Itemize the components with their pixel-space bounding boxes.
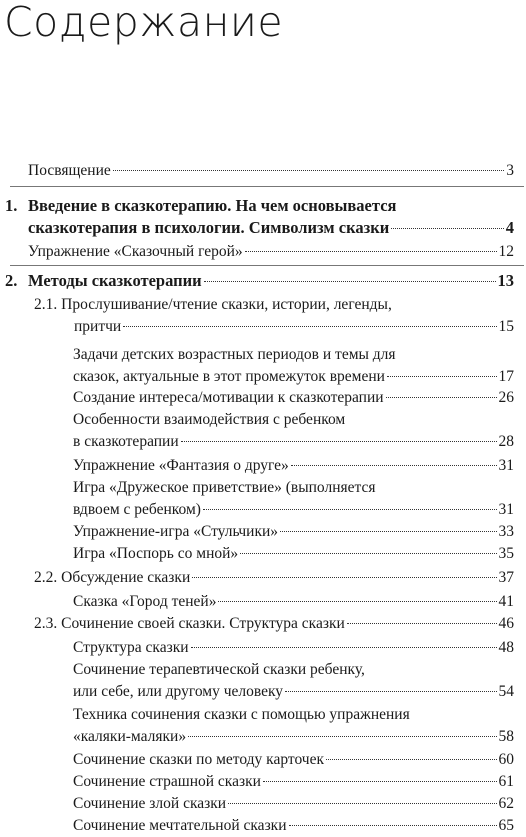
dot-leader	[291, 465, 497, 466]
dot-leader	[181, 441, 497, 442]
toc-entry-text: или себе, или другому человеку	[73, 683, 284, 700]
dot-leader	[240, 553, 496, 554]
toc-entry-text: Методы сказкотерапии	[28, 271, 202, 290]
toc-entry[interactable]	[34, 613, 514, 635]
toc-page-number: 12	[498, 243, 514, 260]
dot-leader	[123, 326, 496, 327]
dot-leader	[326, 759, 496, 760]
toc-entry[interactable]	[73, 704, 514, 748]
toc-entry-text: Сказка «Город теней»	[73, 593, 217, 610]
dot-leader	[203, 509, 497, 510]
toc-page-number: 17	[498, 368, 514, 385]
toc-entry-text: Посвящение	[28, 162, 111, 179]
toc-entry[interactable]	[73, 815, 514, 837]
toc-entry-text: Задачи детских возрастных периодов и темы для	[73, 346, 396, 363]
dot-leader	[285, 691, 496, 692]
toc-entry-text: Особенности взаимодействия с ребенком	[73, 411, 346, 428]
toc-page-number: 3	[506, 162, 514, 179]
toc-entry[interactable]	[73, 344, 514, 388]
toc-entry-text: Сочинение злой сказки	[73, 795, 227, 812]
dot-leader	[188, 736, 496, 737]
toc-entry[interactable]	[28, 160, 514, 182]
toc-page-number: 33	[498, 523, 514, 540]
toc-entry-text: Игра «Дружеское приветствие» (выполняется	[73, 479, 376, 496]
dot-leader	[387, 376, 497, 377]
toc-entry[interactable]	[73, 793, 514, 815]
dot-leader	[386, 397, 497, 398]
toc-entry[interactable]	[73, 521, 514, 543]
toc-entry-text: Создание интереса/мотивации к сказкотерапии	[73, 389, 384, 406]
toc-page-number: 28	[498, 433, 514, 450]
toc-page-number: 31	[498, 501, 514, 518]
dot-leader	[263, 781, 497, 782]
toc-entry[interactable]	[28, 195, 514, 239]
toc-page-number: 61	[498, 773, 514, 790]
toc-entry[interactable]	[34, 567, 514, 589]
toc-entry[interactable]	[73, 455, 514, 477]
toc-entry-text: сказкотерапия в психологии. Символизм сказки	[28, 218, 390, 237]
toc-entry[interactable]	[73, 387, 514, 409]
dot-leader	[289, 825, 497, 826]
toc-entry-text: 2.3. Сочинение своей сказки. Структура сказки	[34, 615, 345, 632]
dot-leader	[280, 531, 496, 532]
toc-entry[interactable]	[73, 749, 514, 771]
toc-entry[interactable]	[73, 409, 514, 453]
toc-entry-text: 2.1. Прослушивание/чтение сказки, истории, легенды,	[34, 296, 392, 313]
toc-page-number: 60	[498, 751, 514, 768]
toc-page-number: 65	[498, 817, 514, 834]
toc-page-number: 31	[498, 457, 514, 474]
toc-page-number: 62	[498, 795, 514, 812]
toc-entry[interactable]	[73, 771, 514, 793]
dot-leader	[204, 281, 496, 282]
dot-leader	[391, 228, 503, 229]
dot-leader	[245, 251, 497, 252]
toc-chapter-number: 1.	[5, 196, 18, 215]
toc-page-number: 37	[498, 569, 514, 586]
toc-entry[interactable]	[28, 241, 514, 263]
dot-leader	[192, 577, 496, 578]
toc-page-number: 15	[498, 318, 514, 335]
toc-entry-text: «каляки-маляки»	[73, 728, 187, 745]
page-title: Содержание	[4, 0, 284, 46]
toc-entry-text: Структура сказки	[73, 639, 189, 656]
toc-page-number: 58	[498, 728, 514, 745]
toc-page-number: 13	[497, 271, 514, 290]
toc-entry-text: Упражнение «Сказочный герой»	[28, 243, 243, 260]
toc-page-number: 4	[505, 218, 514, 237]
toc-entry[interactable]	[73, 477, 514, 521]
toc-entry-text: в сказкотерапии	[73, 433, 179, 450]
toc-entry-text: Упражнение «Фантазия о друге»	[73, 457, 289, 474]
toc-entry-text: притчи	[74, 318, 122, 335]
toc-entry-text: Техника сочинения сказки с помощью упражнения	[73, 706, 410, 723]
toc-entry-text: Введение в сказкотерапию. На чем основывается	[28, 196, 397, 215]
section-divider	[10, 186, 524, 187]
toc-entry[interactable]	[73, 659, 514, 703]
toc-chapter-number: 2.	[5, 271, 18, 290]
dot-leader	[347, 623, 497, 624]
toc-entry[interactable]	[28, 270, 514, 292]
toc-entry-text: Сочинение сказки по методу карточек	[73, 751, 325, 768]
toc-entry[interactable]	[73, 637, 514, 659]
toc-entry[interactable]	[34, 294, 514, 338]
dot-leader	[218, 601, 496, 602]
toc-page-number: 26	[498, 389, 514, 406]
dot-leader	[113, 170, 505, 171]
dot-leader	[191, 647, 497, 648]
toc-page-number: 41	[498, 593, 514, 610]
toc-entry-text: Сочинение страшной сказки	[73, 773, 261, 790]
toc-page-number: 35	[498, 545, 514, 562]
toc-entry-text: сказок, актуальные в этот промежуток времени	[73, 368, 385, 385]
toc-entry[interactable]	[73, 591, 514, 613]
toc-entry-text: 2.2. Обсуждение сказки	[34, 569, 191, 586]
toc-entry[interactable]	[73, 543, 514, 565]
toc-entry-text: Сочинение мечтательной сказки	[73, 817, 287, 834]
toc-entry-text: Упражнение-игра «Стульчики»	[73, 523, 279, 540]
section-divider	[10, 265, 524, 266]
dot-leader	[228, 803, 496, 804]
toc-page-number: 54	[498, 683, 514, 700]
toc-entry-text: Сочинение терапевтической сказки ребенку,	[73, 661, 365, 678]
toc-page-number: 48	[498, 639, 514, 656]
toc-page-number: 46	[498, 615, 514, 632]
toc-entry-text: вдвоем с ребенком)	[73, 501, 201, 518]
toc-entry-text: Игра «Поспорь со мной»	[73, 545, 239, 562]
